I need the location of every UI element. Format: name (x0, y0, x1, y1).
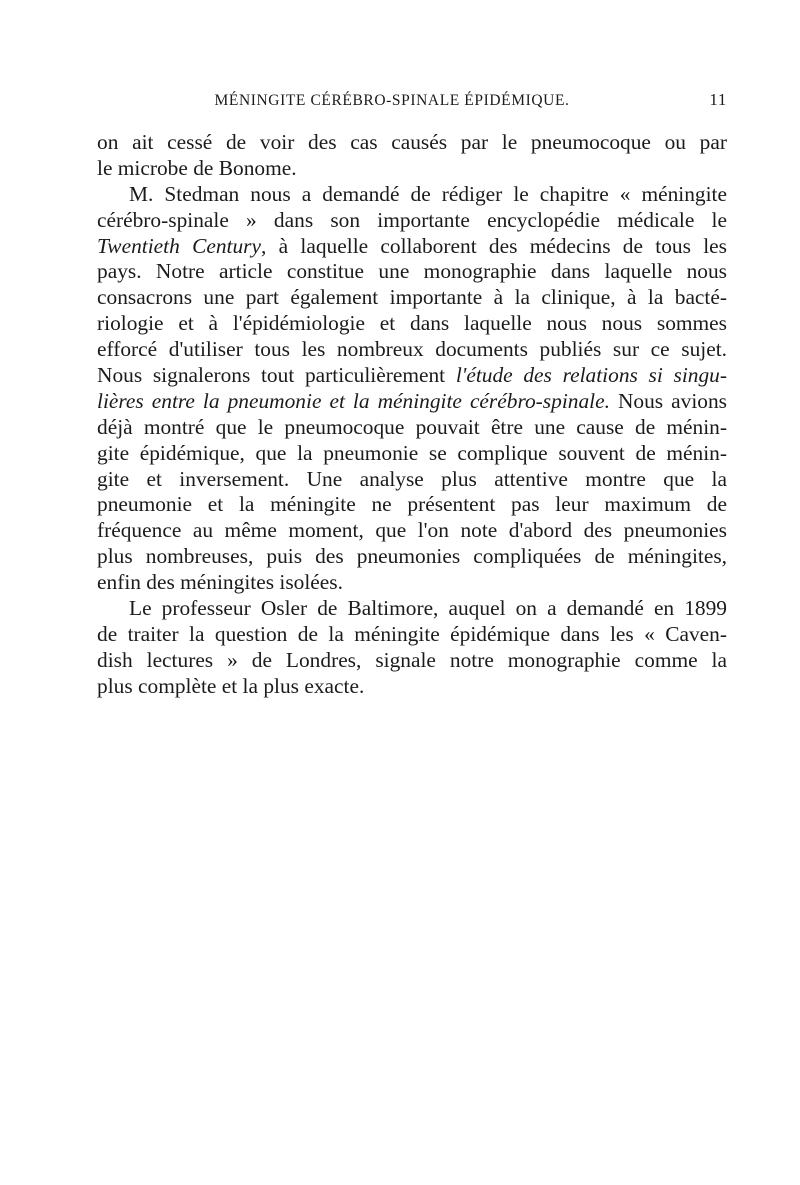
text-line: efforcé d'utiliser tous les nombreux documents publiés sur ce sujet. (97, 337, 727, 362)
text-line: consacrons une part également importante à la clinique, à la bacté- (97, 285, 727, 310)
text-line (97, 234, 727, 260)
text-line: Le professeur Osler de Baltimore, auquel on a demandé en 1899 (129, 596, 727, 621)
running-title: MÉNINGITE CÉRÉBRO-SPINALE ÉPIDÉMIQUE. (214, 92, 570, 109)
text-line: M. Stedman nous a demandé de rédiger le chapitre « méningite (129, 181, 727, 206)
text-line: fréquence au même moment, que l'on note d'abord des pneumonies (97, 518, 727, 543)
text-line: enfin des méningites isolées. (97, 570, 343, 595)
text-line: plus nombreuses, puis des pneumonies compliquées de méningites, (97, 544, 727, 569)
text-line: riologie et à l'épidémiologie et dans laquelle nous nous sommes (97, 311, 727, 336)
text-line: le microbe de Bonome. (97, 155, 297, 180)
text-line: dish lectures » de Londres, signale notre monographie comme la (97, 647, 727, 672)
text-segment: Nous signalerons tout particulièrement (97, 363, 456, 388)
text-line: gite épidémique, que la pneumonie se complique souvent de ménin- (97, 440, 727, 465)
text-line: cérébro-spinale » dans son importante encyclopédie médicale le (97, 207, 727, 232)
body-text (97, 130, 727, 700)
text-line: pneumonie et la méningite ne présentent pas leur maximum de (97, 492, 727, 517)
text-segment: Nous avions (609, 388, 727, 413)
italic-title: Twentieth Century (97, 233, 261, 258)
text-line: déjà montré que le pneumocoque pouvait être une cause de ménin- (97, 414, 727, 439)
text-line: on ait cessé de voir des cas causés par le pneumocoque ou par (97, 130, 727, 154)
italic-segment: l'étude des relations si singu- (455, 363, 727, 388)
text-line (97, 389, 727, 415)
running-header (97, 90, 727, 114)
text-line: gite et inversement. Une analyse plus attentive montre que la (97, 466, 727, 491)
text-line: de traiter la question de la méningite épidémique dans les « Caven- (97, 621, 727, 646)
page-number: 11 (709, 90, 727, 109)
text-line: pays. Notre article constitue une monographie dans laquelle nous (97, 259, 727, 284)
italic-segment: lières entre la pneumonie et la méningite cérébro-spinale. (97, 388, 610, 413)
text-line (97, 363, 727, 389)
text-line: plus complète et la plus exacte. (97, 673, 365, 698)
text-segment: , à laquelle collaborent des médecins de tous les (261, 233, 727, 258)
